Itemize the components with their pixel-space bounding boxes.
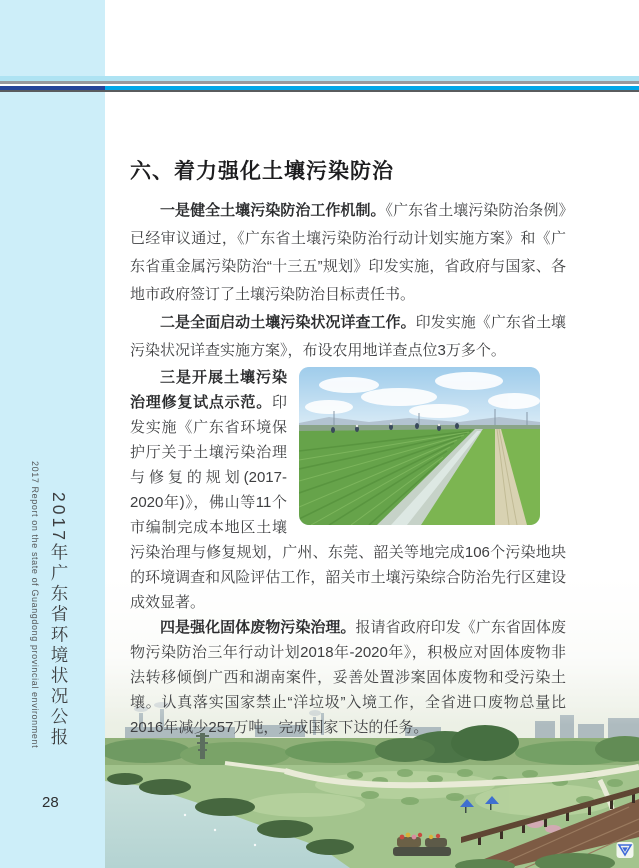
paragraph-2-lead: 二是全面启动土壤污染状况详查工作。	[160, 314, 416, 331]
top-band-dark-rule	[0, 90, 639, 92]
paragraph-4-lead: 四是强化固体废物污染治理。	[160, 619, 356, 636]
sidebar-vertical-titles	[30, 452, 72, 748]
paragraph-1-text: 《广东省土壤污染防治条例》已经审议通过，《广东省土壤污染防治行动计划实施方案》和《广东省重金属污染防治“十三五”规划》印发实施，省政府与国家、各地市政府签订了土壤污染防治目标责任书。	[130, 202, 566, 303]
paragraph-3-text: 印发实施《广东省环境保护厅关于土壤污染治理与修复的规划(2017-2020年)》，佛山等11个市编制完成本地区土壤污染治理与修复规划，广州、东莞、韶关等地完成106个污染地块的环境调查和风险评估工作，韶关市土壤污染综合防治先行区建设成效显著。	[130, 394, 566, 611]
report-title-chinese: 2017年广东省环境状况公报	[49, 492, 69, 748]
paragraph-2-text: 印发实施《广东省土壤污染状况详查实施方案》，布设农用地详查点位3万多个。	[130, 314, 566, 359]
paragraph-1	[130, 197, 566, 309]
paragraph-3-lead: 三是开展土壤污染治理修复试点示范。	[130, 369, 287, 411]
paragraph-2	[130, 309, 566, 365]
main-content	[130, 158, 566, 740]
paragraph-1-lead: 一是健全土壤污染防治工作机制。	[160, 202, 386, 219]
section-heading: 六、着力强化土壤污染防治	[130, 159, 394, 183]
report-title-english: 2017 Report on the state of Guangdong provincial environment	[30, 460, 40, 748]
soil-survey-field-photo	[299, 367, 540, 525]
corner-triangle-icon	[616, 841, 634, 859]
paragraph-group-a	[130, 197, 566, 365]
paragraph-group-b	[130, 365, 566, 740]
paragraph-4	[130, 615, 566, 740]
paragraph-4-text: 报请省政府印发《广东省固体废物污染防治三年行动计划2018年-2020年》，积极应对固体废物非法转移倾倒广西和湖南案件，妥善处置涉案固体废物和受污染土壤。认真落实国家禁止“洋垃圾”入境工作，全省进口废物总量比2016年减少257万吨，完成国家下达的任务。	[130, 619, 566, 736]
farm-field-illustration	[299, 367, 540, 525]
page-number: 28	[42, 794, 59, 811]
